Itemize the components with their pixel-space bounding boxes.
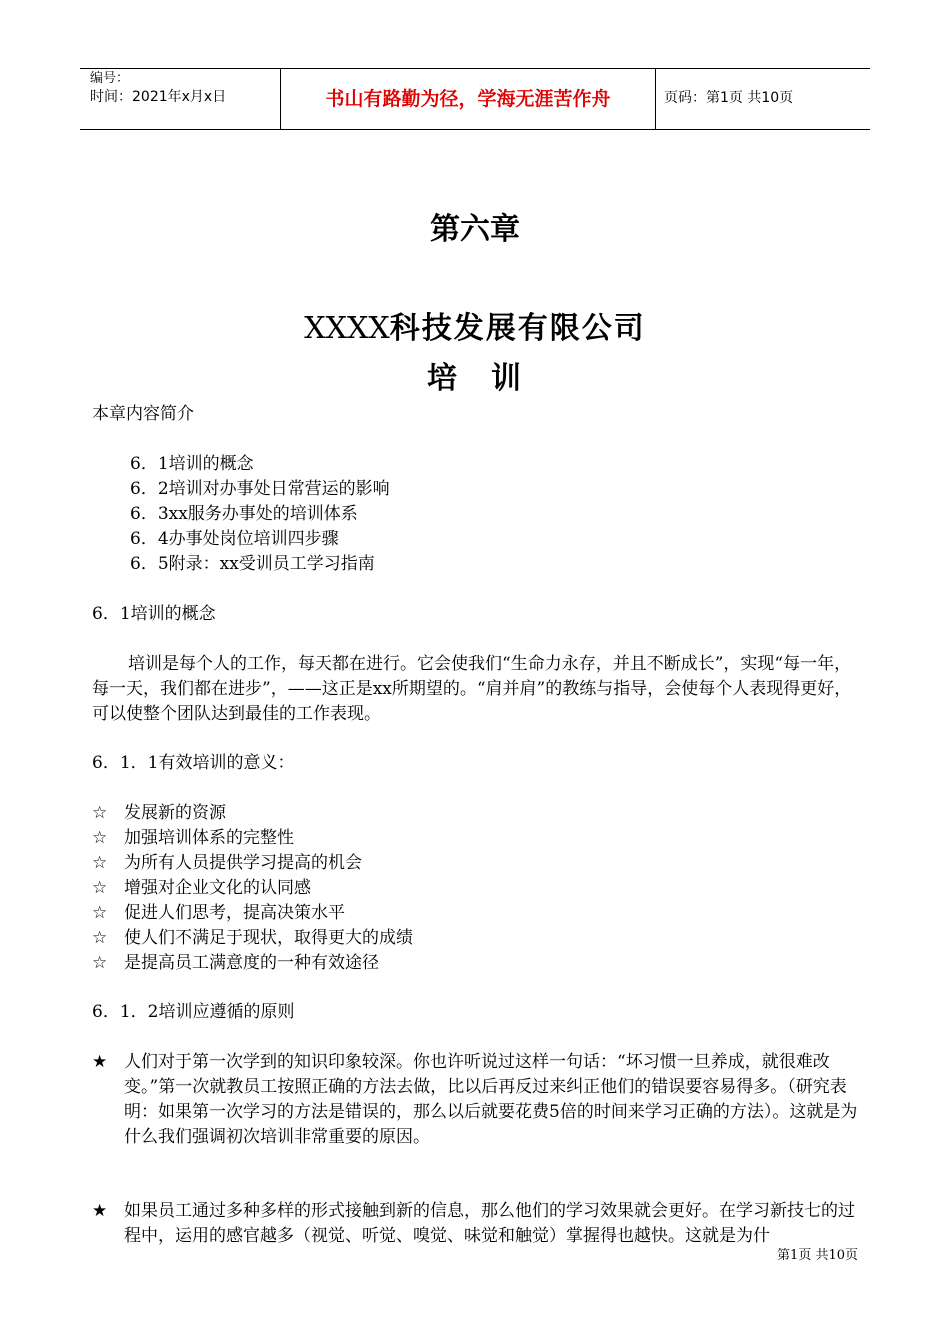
company-name: 科技发展有限公司 [389, 311, 646, 346]
toc-item: 6．4办事处岗位培训四步骤 [130, 529, 339, 549]
header-motto-cell [280, 69, 656, 129]
document-number-label: 编号： [90, 71, 130, 86]
subsection-heading: 6．1．2培训应遵循的原则 [92, 1002, 295, 1022]
header-page-cell [655, 69, 870, 129]
list-item: ☆ 增强对企业文化的认同感 [92, 876, 858, 901]
toc-item: 6．3xx服务办事处的培训体系 [130, 504, 358, 524]
section-paragraph: 培训是每个人的工作，每天都在进行。它会使我们“生命力永存，并且不断成长”，实现“每一年，每一天，我们都在进步”，——这正是xx所期望的。“肩并肩”的教练与指导，会使每个人表现得更好，可以使整个团队达到最佳的工作表现。 [92, 654, 852, 724]
subject-title: 培 训 [427, 361, 523, 396]
white-star-icon: ☆ [92, 928, 108, 948]
white-star-icon: ☆ [92, 803, 108, 823]
list-item: ☆ 加强培训体系的完整性 [92, 826, 858, 851]
header-motto: 书山有路勤为径，学海无涯苦作舟 [325, 88, 611, 110]
white-star-icon: ☆ [92, 853, 108, 873]
principle-item: ★ 如果员工通过多种多样的形式接触到新的信息，那么他们的学习效果就会更好。在学习新技七的过程中，运用的感官越多（视觉、听觉、嗅觉、味觉和触觉）掌握得也越快。这就是为什 [92, 1201, 855, 1246]
white-star-icon: ☆ [92, 878, 108, 898]
principle-item: ★ 人们对于第一次学到的知识印象较深。你也许听说过这样一句话：“坏习惯一旦养成，就很难改变。”第一次就教员工按照正确的方法去做，比以后再反过来纠正他们的错误要容易得多。（研究表明：如果第一次学习的方法是错误的，那么以后就要花费5倍的时间来学习正确的方法）。这就是为什么我们强调初次培训非常重要的原因。 [92, 1052, 858, 1147]
header-meta-cell [80, 69, 280, 129]
page-header [80, 68, 870, 130]
toc-item: 6．1培训的概念 [130, 454, 254, 474]
list-item: ☆ 为所有人员提供学习提高的机会 [92, 851, 858, 876]
toc-item: 6．5附录：xx受训员工学习指南 [130, 554, 375, 574]
subsection-heading: 6．1．1有效培训的意义： [92, 753, 295, 773]
white-star-icon: ☆ [92, 953, 108, 973]
document-time-label: 时间：2021年x月x日 [90, 89, 227, 105]
list-item: ☆ 是提高员工满意度的一种有效途径 [92, 951, 858, 976]
list-item: ☆ 促进人们思考，提高决策水平 [92, 901, 858, 926]
white-star-icon: ☆ [92, 903, 108, 923]
company-title [0, 308, 950, 350]
chapter-title: 第六章 [430, 212, 520, 247]
white-star-icon: ☆ [92, 828, 108, 848]
list-item: ☆ 使人们不满足于现状，取得更大的成绩 [92, 926, 858, 951]
list-item: ☆ 发展新的资源 [92, 801, 858, 826]
toc-item: 6．2培训对办事处日常营运的影响 [130, 479, 390, 499]
company-prefix: XXXX [304, 311, 390, 346]
black-star-icon: ★ [92, 1201, 108, 1221]
intro-heading: 本章内容简介 [92, 404, 194, 424]
page-footer: 第1页 共10页 [777, 1248, 858, 1263]
black-star-icon: ★ [92, 1052, 108, 1072]
header-page-number: 页码：第1页 共10页 [664, 90, 794, 106]
section-heading: 6．1培训的概念 [92, 604, 216, 624]
